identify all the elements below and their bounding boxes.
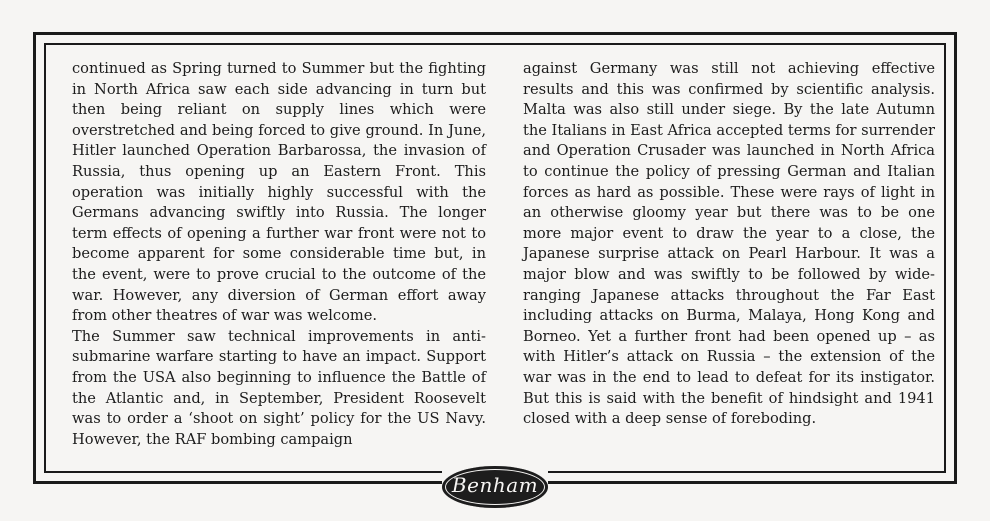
right-text-column xyxy=(523,59,935,430)
logo-text: Benham xyxy=(451,473,539,497)
left-paragraph-2: The Summer saw technical improvements in anti-submarine warfare starting to have an impact. Support from the USA also beginning to influence the Battle of the Atlantic and, in September, President Roosevelt was to order a ‘shoot on sight’ policy for the US Navy. However, the RAF bombing campaign xyxy=(72,327,486,448)
left-text-column xyxy=(72,59,486,450)
left-paragraph-1: continued as Spring turned to Summer but the fighting in North Africa saw each side advancing in turn but then being reliant on supply lines which were overstretched and being forced to give ground. In June, Hitler launched Operation Barbarossa, the invasion of Russia, thus opening up an Eastern Front. This operation was initially highly successful with the Germans advancing swiftly into Russia. The longer term effects of opening a further war front were not to become apparent for some considerable time but, in the event, were to prove crucial to the outcome of the war. However, any diversion of German effort away from other theatres of war was welcome. xyxy=(72,60,486,325)
right-paragraph-1: against Germany was still not achieving effective results and this was confirmed by scientific analysis. Malta was also still under siege. By the late Autumn the Italians in East Africa accepted terms for surrender and Operation Crusader was launched in North Africa to continue the policy of pressing German and Italian forces as hard as possible. These were rays of light in an otherwise gloomy year but there was to be one more major event to draw the year to a close, the Japanese surprise attack on Pearl Harbour. It was a major blow and was swiftly to be followed by wide-ranging Japanese attacks throughout the Far East including attacks on Burma, Malaya, Hong Kong and Borneo. Yet a further front had been opened up – as with Hitler’s attack on Russia – the extension of the war was in the end to lead to defeat for its instigator. But this is said with the benefit of hindsight and 1941 closed with a deep sense of foreboding. xyxy=(523,60,935,428)
benham-logo xyxy=(442,466,548,508)
